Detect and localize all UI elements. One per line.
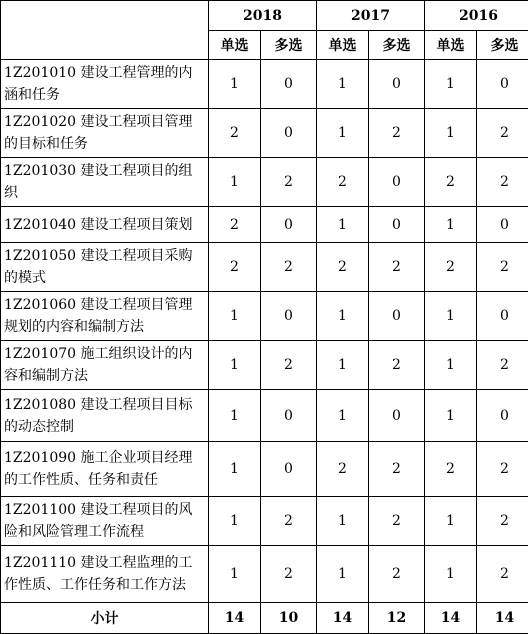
multi-choice-count: 0	[261, 292, 317, 341]
multi-choice-count: 2	[369, 546, 425, 603]
table-row	[1, 390, 528, 442]
single-choice-count: 1	[317, 292, 369, 341]
knowledge-point-name: 1Z201060 建设工程项目管理规划的内容和编制方法	[1, 292, 209, 341]
multi-choice-count: 2	[477, 497, 528, 546]
knowledge-point-name: 1Z201010 建设工程管理的内涵和任务	[1, 60, 209, 109]
single-choice-count: 2	[425, 442, 477, 497]
knowledge-point-name: 1Z201020 建设工程项目管理的目标和任务	[1, 109, 209, 158]
total-cell: 12	[369, 603, 425, 634]
multi-choice-count: 2	[477, 109, 528, 158]
multi-choice-count: 0	[369, 390, 425, 442]
year-header: 2018	[209, 1, 317, 31]
single-choice-count: 1	[425, 546, 477, 603]
knowledge-point-name: 1Z201030 建设工程项目的组织	[1, 158, 209, 207]
multi-choice-count: 0	[477, 60, 528, 109]
total-cell: 14	[209, 603, 261, 634]
single-choice-count: 1	[317, 546, 369, 603]
single-choice-count: 1	[317, 60, 369, 109]
multi-choice-count: 0	[261, 442, 317, 497]
multi-choice-count: 2	[261, 158, 317, 207]
single-choice-count: 1	[425, 207, 477, 243]
multi-choice-count: 0	[261, 60, 317, 109]
multi-choice-count: 0	[477, 390, 528, 442]
single-choice-header: 单选	[425, 31, 477, 60]
multi-choice-count: 2	[261, 341, 317, 390]
table-row	[1, 158, 528, 207]
knowledge-point-name: 1Z201110 建设工程监理的工作性质、工作任务和工作方法	[1, 546, 209, 603]
single-choice-count: 1	[317, 497, 369, 546]
single-choice-count: 1	[209, 390, 261, 442]
multi-choice-count: 2	[261, 546, 317, 603]
table-row	[1, 292, 528, 341]
single-choice-count: 1	[317, 341, 369, 390]
total-cell: 10	[261, 603, 317, 634]
knowledge-point-name: 1Z201050 建设工程项目采购的模式	[1, 243, 209, 292]
single-choice-header: 单选	[317, 31, 369, 60]
multi-choice-count: 2	[261, 497, 317, 546]
single-choice-count: 1	[209, 292, 261, 341]
table-row	[1, 546, 528, 603]
single-choice-count: 1	[209, 442, 261, 497]
knowledge-point-name: 1Z201090 施工企业项目经理的工作性质、任务和责任	[1, 442, 209, 497]
multi-choice-count: 2	[477, 442, 528, 497]
multi-choice-count: 0	[369, 207, 425, 243]
single-choice-count: 1	[425, 109, 477, 158]
multi-choice-count: 0	[261, 207, 317, 243]
table-row	[1, 243, 528, 292]
table-row	[1, 497, 528, 546]
single-choice-count: 2	[209, 109, 261, 158]
single-choice-count: 1	[317, 390, 369, 442]
table-row	[1, 341, 528, 390]
single-choice-count: 2	[317, 158, 369, 207]
multi-choice-count: 2	[369, 243, 425, 292]
knowledge-point-name: 1Z201100 建设工程项目的风险和风险管理工作流程	[1, 497, 209, 546]
knowledge-point-name: 1Z201040 建设工程项目策划	[1, 207, 209, 243]
multi-choice-header: 多选	[477, 31, 528, 60]
multi-choice-count: 2	[477, 243, 528, 292]
single-choice-count: 1	[317, 207, 369, 243]
single-choice-count: 1	[209, 497, 261, 546]
single-choice-count: 1	[425, 341, 477, 390]
multi-choice-count: 2	[261, 243, 317, 292]
multi-choice-count: 0	[369, 60, 425, 109]
multi-choice-count: 0	[369, 292, 425, 341]
header-corner	[1, 1, 209, 60]
single-choice-count: 1	[317, 109, 369, 158]
multi-choice-count: 2	[369, 442, 425, 497]
single-choice-count: 1	[425, 60, 477, 109]
knowledge-point-name: 1Z201080 建设工程项目目标的动态控制	[1, 390, 209, 442]
knowledge-point-name: 1Z201070 施工组织设计的内容和编制方法	[1, 341, 209, 390]
total-cell: 14	[477, 603, 528, 634]
single-choice-count: 1	[425, 390, 477, 442]
single-choice-count: 2	[317, 243, 369, 292]
multi-choice-count: 2	[477, 158, 528, 207]
multi-choice-count: 0	[477, 292, 528, 341]
multi-choice-header: 多选	[261, 31, 317, 60]
multi-choice-count: 0	[261, 390, 317, 442]
single-choice-count: 1	[209, 341, 261, 390]
single-choice-count: 2	[317, 442, 369, 497]
multi-choice-count: 0	[261, 109, 317, 158]
single-choice-count: 2	[425, 158, 477, 207]
multi-choice-count: 2	[369, 497, 425, 546]
multi-choice-count: 0	[369, 158, 425, 207]
single-choice-count: 1	[209, 60, 261, 109]
multi-choice-count: 0	[477, 207, 528, 243]
single-choice-count: 2	[209, 207, 261, 243]
single-choice-count: 2	[209, 243, 261, 292]
multi-choice-count: 2	[369, 341, 425, 390]
table-row	[1, 60, 528, 109]
total-cell: 14	[425, 603, 477, 634]
year-header: 2016	[425, 1, 528, 31]
total-label: 小计	[1, 603, 209, 634]
single-choice-count: 1	[425, 292, 477, 341]
multi-choice-count: 2	[477, 546, 528, 603]
table-body	[1, 60, 528, 603]
total-row	[1, 603, 528, 634]
single-choice-count: 2	[425, 243, 477, 292]
single-choice-count: 1	[209, 158, 261, 207]
single-choice-count: 1	[425, 497, 477, 546]
multi-choice-count: 2	[369, 109, 425, 158]
single-choice-header: 单选	[209, 31, 261, 60]
total-cell: 14	[317, 603, 369, 634]
single-choice-count: 1	[209, 546, 261, 603]
multi-choice-count: 2	[477, 341, 528, 390]
year-header: 2017	[317, 1, 425, 31]
table-row	[1, 109, 528, 158]
multi-choice-header: 多选	[369, 31, 425, 60]
table-row	[1, 442, 528, 497]
table-row	[1, 207, 528, 243]
